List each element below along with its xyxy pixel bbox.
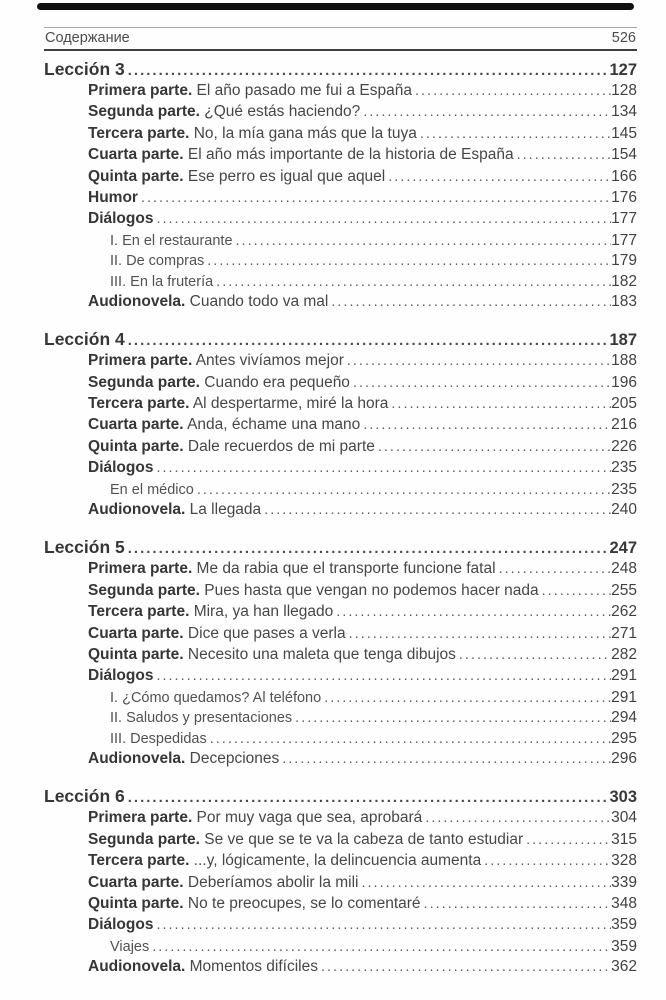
- entry-text: La llegada: [185, 501, 262, 519]
- entry-title: [88, 831, 523, 849]
- entry-lead: Quinta parte.: [88, 894, 184, 912]
- dot-leader: [153, 668, 611, 684]
- dot-leader: [261, 502, 611, 518]
- entry-text: ...y, lógicamente, la delincuencia aumenta: [189, 852, 482, 870]
- toc: [44, 59, 637, 979]
- entry-text: Decepciones: [185, 749, 280, 767]
- entry-title: [88, 395, 388, 413]
- toc-entry-row: [88, 852, 637, 873]
- toc-entry-row: [88, 646, 637, 667]
- dot-leader: [350, 375, 611, 391]
- entry-title: [88, 82, 412, 100]
- toc-entry-row: [88, 395, 637, 416]
- entry-text: Se ve que se te va la cabeza de tanto estudiar: [199, 830, 524, 848]
- toc-entry-row: [88, 582, 637, 603]
- dot-leader: [360, 104, 611, 120]
- dot-leader: [360, 417, 611, 433]
- entry-lead: Primera parte.: [88, 352, 193, 370]
- entry-text: Dale recuerdos de mi parte: [183, 437, 375, 455]
- toc-entry-row: [88, 189, 637, 210]
- toc-section: [44, 329, 637, 522]
- page-number: 296: [611, 749, 637, 767]
- toc-entry-row: [110, 273, 637, 293]
- entry-title: [88, 416, 360, 434]
- dot-leader: [207, 731, 611, 747]
- entry-title: [88, 189, 138, 207]
- page-number: 247: [609, 539, 637, 558]
- entry-lead: Humor: [88, 188, 138, 206]
- dot-leader: [421, 896, 612, 912]
- toc-entry-row: [88, 293, 637, 314]
- entry-text: El año más importante de la historia de España: [183, 146, 514, 164]
- toc-entry-row: [88, 809, 637, 830]
- entry-text: En el médico: [110, 481, 194, 498]
- entry-text: Necesito una maleta que tenga dibujos: [183, 645, 456, 663]
- entry-lead: Segunda parte.: [88, 373, 200, 391]
- toc-entry-row: [88, 438, 637, 459]
- entry-lead: Segunda parte.: [88, 103, 200, 121]
- entry-title: [44, 59, 125, 80]
- toc-entry-row: [88, 895, 637, 916]
- entry-lead: Tercera parte.: [88, 603, 190, 621]
- entry-title: [110, 274, 213, 290]
- dot-leader: [138, 190, 611, 206]
- entry-lead: Tercera parte.: [88, 395, 190, 413]
- toc-entry-row: [88, 750, 637, 771]
- page-number: 255: [611, 581, 637, 599]
- entry-text: No, la mía gana más que la tuya: [189, 124, 417, 142]
- dot-leader: [514, 147, 612, 163]
- entry-text: I. En el restaurante: [110, 232, 233, 249]
- entry-lead: Cuarta parte.: [88, 416, 184, 434]
- entry-lead: Lección 3: [44, 59, 125, 79]
- entry-text: Al despertarme, miré la hora: [189, 395, 389, 413]
- dot-leader: [417, 126, 611, 142]
- toc-entry-row: [88, 501, 637, 522]
- page-number: 304: [611, 809, 637, 827]
- entry-lead: Cuarta parte.: [88, 624, 184, 642]
- toc-entry-row: [110, 232, 637, 252]
- toc-entry-row: [110, 709, 637, 729]
- toc-entry-row: [88, 168, 637, 189]
- toc-entry-row: [88, 210, 637, 231]
- entry-lead: Lección 5: [44, 537, 125, 558]
- entry-text: Pues hasta que vengan no podemos hacer nada: [199, 581, 539, 599]
- entry-title: [88, 646, 456, 664]
- entry-title: [44, 537, 125, 558]
- dot-leader: [125, 540, 610, 557]
- header-page-number: 526: [611, 30, 636, 46]
- page-number: 177: [611, 210, 637, 228]
- page-number: 134: [611, 103, 637, 121]
- entry-lead: Audionovela.: [88, 501, 186, 519]
- entry-title: [88, 916, 153, 934]
- entry-lead: Primera parte.: [88, 82, 193, 99]
- page-number: 235: [611, 480, 637, 498]
- toc-entry-row: [110, 689, 637, 709]
- page-number: 303: [609, 788, 637, 807]
- dot-leader: [125, 789, 610, 806]
- entry-text: Antes vivíamos mejor: [192, 352, 344, 370]
- entry-title: [44, 329, 125, 350]
- entry-title: [110, 731, 207, 747]
- toc-entry-row: [88, 82, 637, 103]
- dot-leader: [496, 561, 612, 577]
- toc-entry-row: [88, 146, 637, 167]
- page-number: 127: [609, 61, 637, 79]
- dot-leader: [153, 917, 611, 933]
- toc-entry-row: [88, 374, 637, 395]
- entry-lead: Primera parte.: [88, 809, 193, 827]
- dot-leader: [153, 211, 611, 227]
- dot-leader: [292, 710, 611, 726]
- entry-text: II. Saludos y presentaciones: [110, 710, 293, 727]
- entry-lead: Tercera parte.: [88, 852, 190, 870]
- dot-leader: [412, 83, 611, 99]
- entry-title: [88, 809, 422, 827]
- toc-entry-row: [110, 730, 637, 750]
- entry-text: Cuando era pequeño: [199, 373, 350, 391]
- entry-title: [88, 667, 153, 685]
- toc-entry-row: [88, 103, 637, 124]
- entry-text: Viajes: [110, 938, 150, 955]
- entry-title: [88, 146, 514, 164]
- entry-text: ¿Qué estás haciendo?: [199, 103, 361, 121]
- entry-lead: Quinta parte.: [88, 645, 184, 663]
- entry-title: [88, 210, 153, 228]
- toc-entry-row: [88, 916, 637, 937]
- dot-leader: [456, 647, 611, 663]
- toc-entry-row: [88, 560, 637, 581]
- entry-lead: Quinta parte.: [88, 167, 184, 185]
- toc-section: [44, 59, 637, 314]
- entry-title: [88, 103, 360, 121]
- page-number: 154: [611, 146, 637, 164]
- entry-text: Deberíamos abolir la mili: [183, 873, 359, 891]
- toc-section-title-row: [44, 329, 637, 352]
- dot-leader: [328, 294, 611, 310]
- dot-leader: [481, 853, 611, 869]
- entry-title: [44, 786, 125, 807]
- entry-text: Ese perro es igual que aquel: [183, 167, 386, 185]
- entry-lead: Audionovela.: [88, 292, 186, 310]
- toc-entry-row: [110, 252, 637, 272]
- entry-title: [88, 438, 375, 456]
- entry-lead: Segunda parte.: [88, 581, 200, 599]
- toc-section-title-row: [44, 537, 637, 560]
- dot-leader: [213, 274, 611, 290]
- toc-entry-row: [88, 125, 637, 146]
- dot-leader: [388, 396, 611, 412]
- entry-title: [110, 233, 233, 249]
- page-number: 145: [611, 124, 637, 142]
- page-number: 328: [611, 852, 637, 870]
- toc-entry-row: [88, 874, 637, 895]
- page-number: 196: [611, 373, 637, 391]
- entry-text: No te preocupes, se lo comentaré: [183, 894, 421, 912]
- dot-leader: [422, 810, 611, 826]
- toc-entry-row: [88, 958, 637, 979]
- page-number: 271: [611, 624, 637, 642]
- dot-leader: [321, 690, 611, 706]
- entry-lead: Audionovela.: [88, 958, 186, 976]
- toc-section-title-row: [44, 59, 637, 82]
- entry-title: [88, 374, 350, 392]
- entry-text: Cuando todo va mal: [185, 292, 329, 310]
- entry-lead: Segunda parte.: [88, 830, 200, 848]
- dot-leader: [233, 233, 612, 249]
- entry-title: [88, 958, 318, 976]
- scan-artifact-bar: [37, 3, 634, 10]
- entry-title: [88, 560, 496, 578]
- page-number: 183: [611, 292, 637, 310]
- entry-text: I. ¿Cómo quedamos? Al teléfono: [110, 689, 322, 706]
- entry-lead: Diálogos: [88, 459, 154, 477]
- dot-leader: [204, 253, 611, 269]
- entry-text: Dice que pases a verla: [183, 624, 346, 642]
- page-number: 294: [611, 709, 637, 727]
- page-number: 235: [611, 459, 637, 477]
- dot-leader: [523, 832, 611, 848]
- entry-lead: Primera parte.: [88, 560, 193, 578]
- toc-section: [44, 786, 637, 979]
- page-number: 291: [611, 688, 637, 706]
- entry-title: [88, 168, 385, 186]
- dot-leader: [318, 959, 611, 975]
- entry-text: Mira, ya han llegado: [189, 603, 334, 621]
- page-number: 339: [611, 873, 637, 891]
- entry-lead: Diálogos: [88, 916, 154, 934]
- dot-leader: [385, 169, 611, 185]
- entry-text: III. En la frutería: [110, 273, 214, 290]
- toc-entry-row: [110, 481, 637, 501]
- running-header: [44, 27, 637, 51]
- entry-lead: Diálogos: [88, 667, 154, 685]
- entry-title: [110, 710, 292, 726]
- dot-leader: [194, 482, 611, 498]
- dot-leader: [375, 439, 611, 455]
- page-number: 176: [611, 188, 637, 206]
- entry-text: II. De compras: [110, 253, 205, 270]
- entry-title: [88, 125, 417, 143]
- dot-leader: [359, 875, 612, 891]
- page-number: 240: [611, 501, 637, 519]
- page-number: 295: [611, 729, 637, 747]
- toc-section: [44, 537, 637, 771]
- entry-title: [110, 939, 149, 955]
- entry-text: III. Despedidas: [110, 730, 207, 747]
- page-number: 362: [611, 958, 637, 976]
- toc-entry-row: [88, 459, 637, 480]
- entry-title: [88, 874, 359, 892]
- dot-leader: [125, 62, 610, 79]
- entry-lead: Lección 6: [44, 786, 125, 807]
- entry-title: [88, 603, 333, 621]
- page-number: 262: [611, 603, 637, 621]
- dot-leader: [153, 460, 611, 476]
- toc-entry-row: [88, 603, 637, 624]
- dot-leader: [125, 332, 610, 349]
- entry-text: Por muy vaga que sea, aprobará: [192, 809, 423, 827]
- page-number: 188: [611, 352, 637, 370]
- toc-entry-row: [88, 667, 637, 688]
- entry-title: [88, 895, 421, 913]
- page-number: 359: [611, 937, 637, 955]
- entry-title: [88, 852, 481, 870]
- page-number: 359: [611, 916, 637, 934]
- entry-text: El año pasado me fui a España: [192, 82, 412, 99]
- page-number: 315: [611, 830, 637, 848]
- page-number: 226: [611, 437, 637, 455]
- page-number: 187: [609, 331, 637, 350]
- entry-lead: Audionovela.: [88, 749, 186, 767]
- entry-text: Me da rabia que el transporte funcione fatal: [192, 560, 496, 578]
- page-number: 291: [611, 667, 637, 685]
- entry-lead: Cuarta parte.: [88, 146, 184, 164]
- entry-title: [88, 582, 539, 600]
- page-number: 348: [611, 894, 637, 912]
- entry-text: Anda, échame una mano: [183, 416, 361, 434]
- page-number: 182: [611, 272, 637, 290]
- page-number: 282: [611, 645, 637, 663]
- entry-lead: Quinta parte.: [88, 437, 184, 455]
- entry-title: [88, 352, 344, 370]
- entry-title: [88, 459, 153, 477]
- toc-entry-row: [88, 416, 637, 437]
- entry-lead: Cuarta parte.: [88, 873, 184, 891]
- entry-title: [110, 253, 204, 269]
- dot-leader: [279, 751, 611, 767]
- toc-section-title-row: [44, 786, 637, 809]
- entry-lead: Tercera parte.: [88, 124, 190, 142]
- dot-leader: [344, 353, 611, 369]
- dot-leader: [149, 939, 611, 955]
- dot-leader: [539, 583, 611, 599]
- dot-leader: [346, 626, 612, 642]
- entry-title: [88, 293, 328, 311]
- page-number: 179: [611, 252, 637, 270]
- page-number: 128: [611, 82, 637, 99]
- entry-title: [88, 501, 261, 519]
- entry-lead: Diálogos: [88, 210, 154, 228]
- page-number: 166: [611, 167, 637, 185]
- toc-entry-row: [88, 831, 637, 852]
- entry-text: Momentos difíciles: [185, 958, 318, 976]
- page-number: 177: [611, 231, 637, 249]
- page-number: 248: [611, 560, 637, 578]
- entry-title: [88, 750, 279, 768]
- entry-lead: Lección 4: [44, 329, 125, 350]
- entry-title: [110, 690, 321, 706]
- header-title: Содержание: [45, 30, 130, 46]
- page-number: 205: [611, 395, 637, 413]
- toc-entry-row: [110, 938, 637, 958]
- toc-entry-row: [88, 352, 637, 373]
- toc-entry-row: [88, 625, 637, 646]
- dot-leader: [333, 604, 611, 620]
- entry-title: [110, 482, 194, 498]
- page-number: 216: [611, 416, 637, 434]
- entry-title: [88, 625, 346, 643]
